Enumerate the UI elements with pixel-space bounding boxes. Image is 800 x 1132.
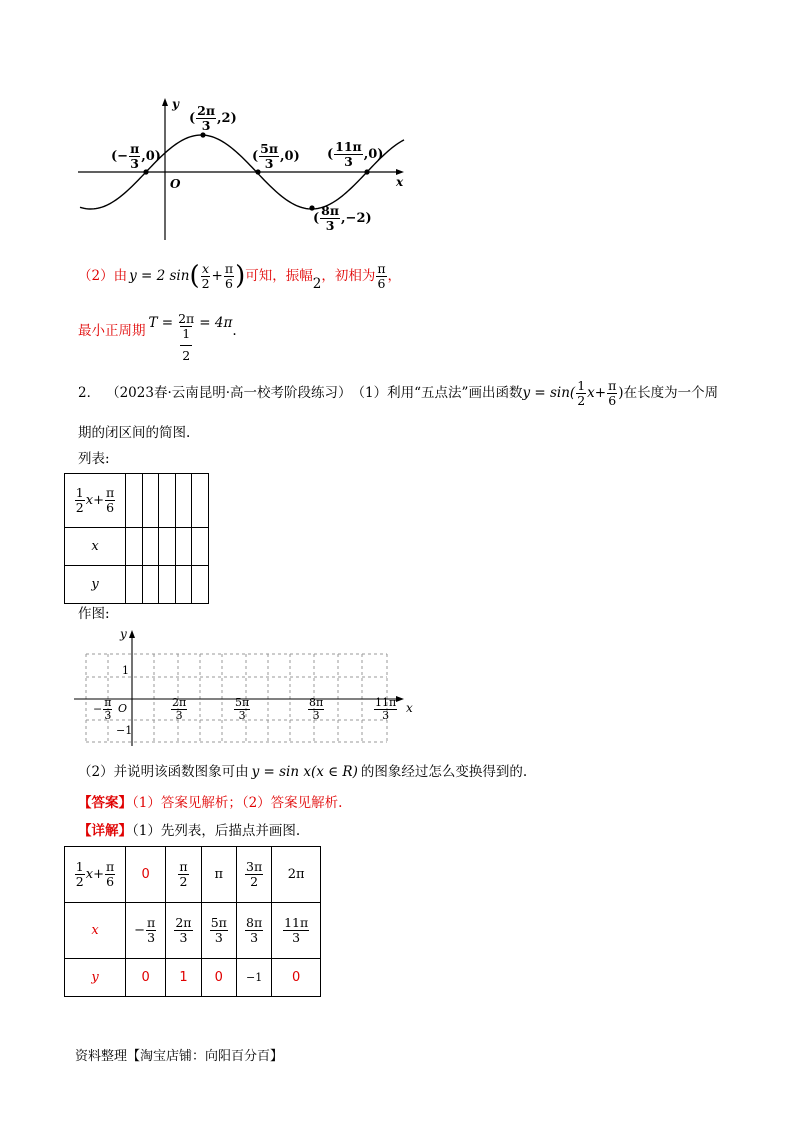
blank-grid-graph	[70, 622, 420, 752]
origin-label: O	[170, 177, 181, 191]
label-left-zero: (− $\frac{\pi}{3}$ ,0)	[111, 141, 161, 171]
y-axis-label: y	[172, 97, 179, 111]
y-tick-neg1: −1	[116, 724, 133, 737]
detail-line: 【详解】（1）先列表，后描点并画图.	[78, 823, 301, 839]
label-max: ( $\frac{2\pi}{3}$ ,2)	[189, 103, 237, 133]
row-label-x: x	[65, 528, 126, 566]
row1-cell-0: 0	[126, 847, 166, 903]
table-header-cell: $\frac{1}{2}$ x+ $\frac{\pi}{6}$	[65, 847, 126, 903]
row-label-y: y	[65, 566, 126, 604]
x-tick-5pi-3: $\frac{5\pi}{3}$	[235, 696, 250, 722]
row1-cell-4: 2π	[272, 847, 321, 903]
y-axis-arrow	[129, 630, 135, 638]
row3-cell-3: −1	[236, 959, 271, 997]
row3-cell-2: 0	[201, 959, 236, 997]
y-tick-1: 1	[122, 664, 129, 677]
part2-question: （2）并说明该函数图象可由 y = sin x(x ∈ R) 的图象经过怎么变换得到的.	[78, 764, 528, 780]
y-axis-arrow	[162, 98, 168, 106]
answer-table	[64, 846, 321, 997]
x-tick-8pi-3: $\frac{8\pi}{3}$	[309, 696, 324, 722]
label-min: ( $\frac{8\pi}{3}$ ,−2)	[313, 203, 372, 233]
empty-table	[64, 473, 209, 604]
x-axis-label: x	[396, 175, 404, 189]
point-right-zero	[364, 169, 369, 174]
row-label-y: y	[65, 959, 126, 997]
x-tick-2pi-3: $\frac{2\pi}{3}$	[172, 696, 187, 722]
row1-cell-2: π	[201, 847, 236, 903]
row-label-x: x	[65, 903, 126, 959]
origin-label: O	[118, 702, 128, 715]
row1-cell-3: $\frac{3\pi}{2}$	[236, 847, 271, 903]
row2-cell-0: − $\frac{\pi}{3}$	[126, 903, 166, 959]
table-header-cell: $\frac{1}{2}$ x+ $\frac{\pi}{6}$	[65, 474, 126, 528]
label-mid-zero: ( $\frac{5\pi}{3}$ ,0)	[252, 141, 300, 171]
point-max	[200, 132, 205, 137]
y-axis-label: y	[120, 627, 127, 641]
row2-cell-4: $\frac{11\pi}{3}$	[272, 903, 321, 959]
label-right-zero: ( $\frac{11\pi}{3}$ ,0)	[327, 139, 384, 169]
row3-cell-0: 0	[126, 959, 166, 997]
x-tick-neg-pi-3: − $\frac{\pi}{3}$	[93, 696, 112, 722]
footer-text: 资料整理【淘宝店铺：向阳百分百】	[75, 1049, 284, 1064]
row3-cell-4: 0	[272, 959, 321, 997]
part2-line1: （2）由 y = 2 sin ( $\frac{x}{2}$ + $\frac{\pi}{6}$ ) 可知，振幅 2 ，初相为 $\frac{\pi}{6}$ ，	[78, 260, 402, 292]
row2-cell-2: $\frac{5\pi}{3}$	[201, 903, 236, 959]
x-axis-label: x	[406, 701, 413, 715]
row1-cell-1: $\frac{\pi}{2}$	[166, 847, 201, 903]
question2-line1: 2． （2023春·云南昆明·高一校考阶段练习） （1）利用“五点法”画出函数 y = sin( $\frac{1}{2}$ x + $\frac{\pi}{6}$ ) 在长度为一个周	[78, 377, 719, 408]
question2-line2: 期的闭区间的简图.	[78, 425, 191, 441]
list-label: 列表:	[78, 451, 110, 467]
x-tick-11pi-3: $\frac{11\pi}{3}$	[375, 696, 397, 722]
draw-label: 作图:	[78, 606, 110, 622]
row2-cell-1: $\frac{2\pi}{3}$	[166, 903, 201, 959]
row3-cell-1: 1	[166, 959, 201, 997]
part2-line2: 最小正周期 T = 2π 1 2 = 4π .	[78, 310, 237, 363]
row2-cell-3: $\frac{8\pi}{3}$	[236, 903, 271, 959]
answer-line: 【答案】（1）答案见解析；（2）答案见解析.	[78, 795, 343, 811]
